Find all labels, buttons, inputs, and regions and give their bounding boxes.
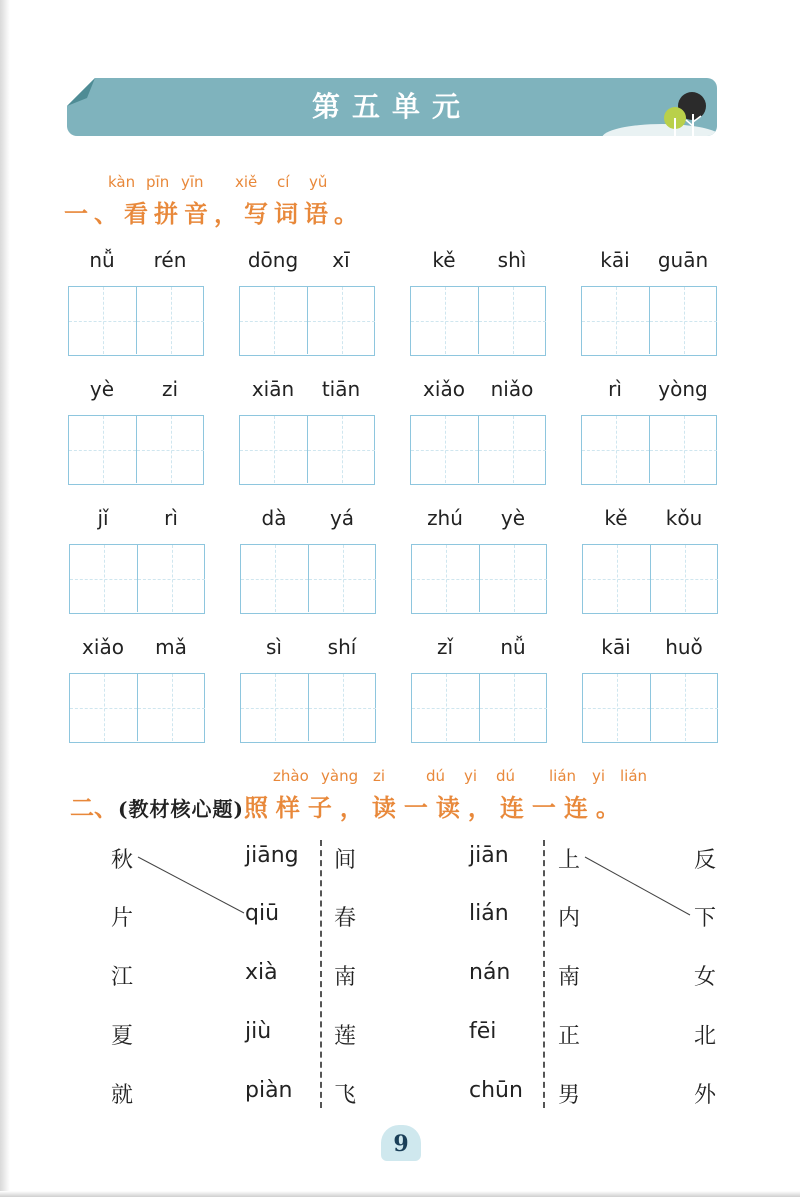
section2-number: 二、 xyxy=(70,793,118,822)
tianzi-cell[interactable] xyxy=(241,674,309,741)
example-link-qiu xyxy=(138,857,244,913)
match-item-group3-left[interactable]: 正 xyxy=(558,1024,581,1049)
word-writing-grid xyxy=(240,635,377,745)
tianzi-box[interactable] xyxy=(239,286,375,356)
tianzi-cell[interactable] xyxy=(69,287,137,354)
word-writing-grid xyxy=(69,635,206,745)
section2-ruby-syllable: yàng xyxy=(321,767,359,785)
pinyin-label: zi xyxy=(161,377,179,401)
tianzi-box[interactable] xyxy=(410,286,546,356)
tianzi-box[interactable] xyxy=(581,415,717,485)
pinyin-label: kě xyxy=(604,506,628,530)
match-item-group1-right[interactable]: piàn xyxy=(245,1078,293,1103)
section1-ruby-syllable: yīn xyxy=(181,173,204,191)
pinyin-label: niǎo xyxy=(490,377,534,401)
tianzi-cell[interactable] xyxy=(651,674,718,741)
pinyin-label: kǒu xyxy=(665,506,703,530)
pinyin-label: nǚ xyxy=(500,635,526,659)
match-item-group2-right[interactable]: fēi xyxy=(469,1019,497,1044)
tianzi-box[interactable] xyxy=(411,544,547,614)
match-item-group3-right[interactable]: 外 xyxy=(694,1083,717,1108)
match-item-group3-right[interactable]: 北 xyxy=(694,1024,717,1049)
pinyin-label: guān xyxy=(657,248,709,272)
pinyin-label: kāi xyxy=(600,248,630,272)
match-item-group3-left[interactable]: 南 xyxy=(558,965,581,990)
tianzi-cell[interactable] xyxy=(412,674,480,741)
tianzi-cell[interactable] xyxy=(650,287,717,354)
match-item-group1-right[interactable]: jiù xyxy=(245,1019,272,1044)
pinyin-label: sì xyxy=(266,635,282,659)
tianzi-cell[interactable] xyxy=(240,416,308,483)
tianzi-box[interactable] xyxy=(240,544,376,614)
tianzi-cell[interactable] xyxy=(479,416,546,483)
pinyin-label: shì xyxy=(497,248,527,272)
match-item-group2-left[interactable]: 春 xyxy=(334,906,357,931)
section1-ruby-syllable: yǔ xyxy=(309,173,328,191)
section2-ruby-syllable: yi xyxy=(464,767,478,785)
tianzi-box[interactable] xyxy=(410,415,546,485)
tianzi-cell[interactable] xyxy=(240,287,308,354)
pinyin-label: jǐ xyxy=(97,506,109,530)
pinyin-label: dōng xyxy=(247,248,299,272)
section2-tag: (教材核心题) xyxy=(118,797,244,821)
section1-ruby-syllable: cí xyxy=(277,173,290,191)
tianzi-box[interactable] xyxy=(239,415,375,485)
pinyin-label: yè xyxy=(500,506,526,530)
match-item-group3-left[interactable]: 男 xyxy=(558,1083,581,1108)
match-item-group2-right[interactable]: chūn xyxy=(469,1078,523,1103)
section2-ruby-syllable: yi xyxy=(592,767,606,785)
pinyin-label: kě xyxy=(432,248,456,272)
match-item-group1-left[interactable]: 片 xyxy=(111,906,134,931)
tianzi-cell[interactable] xyxy=(582,287,650,354)
section2-title: 照样子，读一读，连一连。 xyxy=(243,793,628,822)
tianzi-cell[interactable] xyxy=(583,674,651,741)
section1-ruby-syllable: kàn xyxy=(108,173,136,191)
word-writing-grid xyxy=(239,377,376,487)
tianzi-cell[interactable] xyxy=(69,416,137,483)
pinyin-label: zhú xyxy=(427,506,463,530)
page-number: 9 xyxy=(381,1125,421,1161)
word-writing-grid xyxy=(582,635,719,745)
match-item-group2-left[interactable]: 莲 xyxy=(334,1024,357,1049)
tianzi-cell[interactable] xyxy=(241,545,309,612)
match-item-group2-right[interactable]: lián xyxy=(469,901,509,926)
match-item-group3-right[interactable]: 下 xyxy=(694,906,717,931)
pinyin-label: yá xyxy=(329,506,355,530)
pinyin-label: xiǎo xyxy=(423,377,465,401)
pinyin-label: rén xyxy=(153,248,187,272)
word-writing-grid xyxy=(411,635,548,745)
pinyin-label: mǎ xyxy=(155,635,187,659)
tianzi-cell[interactable] xyxy=(70,674,138,741)
pinyin-label: rì xyxy=(608,377,622,401)
tianzi-cell[interactable] xyxy=(480,674,547,741)
column-divider-2 xyxy=(543,840,545,1108)
pinyin-label: tiān xyxy=(321,377,361,401)
section1-ruby-syllable: pīn xyxy=(146,173,170,191)
word-writing-grid xyxy=(410,377,547,487)
pinyin-label: xiǎo xyxy=(82,635,124,659)
example-link-shang xyxy=(585,857,690,915)
tianzi-cell[interactable] xyxy=(479,287,546,354)
word-writing-grid xyxy=(68,248,205,358)
match-item-group2-right[interactable]: nán xyxy=(469,960,511,985)
tianzi-cell[interactable] xyxy=(138,545,205,612)
match-item-group2-left[interactable]: 南 xyxy=(334,965,357,990)
page-bottom-shadow xyxy=(0,1191,800,1197)
word-writing-grid xyxy=(240,506,377,616)
pinyin-label: kāi xyxy=(601,635,631,659)
unit-title: 第五单元 xyxy=(311,90,472,123)
pinyin-label: yòng xyxy=(658,377,708,401)
page-edge-shadow xyxy=(0,0,10,1197)
pinyin-label: zǐ xyxy=(436,635,454,659)
tianzi-cell[interactable] xyxy=(138,674,205,741)
word-writing-grid xyxy=(411,506,548,616)
word-writing-grid xyxy=(68,377,205,487)
section2-ruby-syllable: dú xyxy=(426,767,446,785)
tianzi-cell[interactable] xyxy=(582,416,650,483)
tianzi-cell[interactable] xyxy=(137,287,204,354)
pinyin-label: dà xyxy=(261,506,287,530)
tianzi-cell[interactable] xyxy=(651,545,718,612)
section2-ruby-syllable: dú xyxy=(496,767,516,785)
word-writing-grid xyxy=(581,248,718,358)
tianzi-cell[interactable] xyxy=(583,545,651,612)
section2-ruby-syllable: lián xyxy=(620,767,648,785)
tianzi-cell[interactable] xyxy=(412,545,480,612)
tianzi-box[interactable] xyxy=(582,673,718,743)
unit-banner xyxy=(67,78,717,136)
word-writing-grid xyxy=(69,506,206,616)
pinyin-label: yè xyxy=(89,377,115,401)
tianzi-cell[interactable] xyxy=(309,545,376,612)
match-item-group1-left[interactable]: 就 xyxy=(111,1083,134,1108)
pinyin-label: huǒ xyxy=(665,635,703,659)
pinyin-label: nǚ xyxy=(89,248,115,272)
tianzi-cell[interactable] xyxy=(308,287,375,354)
section2-title-line xyxy=(70,788,628,823)
word-writing-grid xyxy=(239,248,376,358)
tianzi-cell[interactable] xyxy=(309,674,376,741)
banner-fold-corner xyxy=(67,78,95,106)
tianzi-box[interactable] xyxy=(581,286,717,356)
tianzi-cell[interactable] xyxy=(411,287,479,354)
match-item-group1-left[interactable]: 夏 xyxy=(111,1024,134,1049)
match-item-group3-right[interactable]: 反 xyxy=(694,848,717,873)
tianzi-box[interactable] xyxy=(68,286,204,356)
tianzi-box[interactable] xyxy=(411,673,547,743)
match-item-group2-left[interactable]: 间 xyxy=(334,848,357,873)
match-item-group3-left[interactable]: 上 xyxy=(558,848,581,873)
tianzi-cell[interactable] xyxy=(137,416,204,483)
tianzi-cell[interactable] xyxy=(70,545,138,612)
pinyin-label: shí xyxy=(327,635,357,659)
tianzi-box[interactable] xyxy=(240,673,376,743)
word-writing-grid xyxy=(410,248,547,358)
tianzi-cell[interactable] xyxy=(308,416,375,483)
tianzi-box[interactable] xyxy=(69,673,205,743)
section2-ruby-syllable: zhào xyxy=(273,767,309,785)
pinyin-label: xiān xyxy=(251,377,295,401)
pinyin-label: rì xyxy=(164,506,178,530)
match-item-group1-left[interactable]: 江 xyxy=(111,965,134,990)
match-item-group3-right[interactable]: 女 xyxy=(694,965,717,990)
section1-ruby-syllable: xiě xyxy=(235,173,258,191)
section2-ruby-syllable: lián xyxy=(549,767,577,785)
tianzi-box[interactable] xyxy=(69,544,205,614)
match-item-group1-right[interactable]: jiāng xyxy=(245,843,299,868)
word-writing-grid xyxy=(581,377,718,487)
tianzi-box[interactable] xyxy=(68,415,204,485)
match-item-group3-left[interactable]: 内 xyxy=(558,906,581,931)
match-item-group2-left[interactable]: 飞 xyxy=(334,1083,357,1108)
match-item-group2-right[interactable]: jiān xyxy=(469,843,509,868)
tianzi-cell[interactable] xyxy=(480,545,547,612)
tianzi-box[interactable] xyxy=(582,544,718,614)
column-divider-1 xyxy=(320,840,322,1108)
tianzi-cell[interactable] xyxy=(411,416,479,483)
match-item-group1-right[interactable]: qiū xyxy=(245,901,280,926)
section2-ruby-syllable: zi xyxy=(373,767,386,785)
tianzi-cell[interactable] xyxy=(650,416,717,483)
section1-title: 一、看拼音，写词语。 xyxy=(64,199,364,228)
word-writing-grid xyxy=(582,506,719,616)
pinyin-label: xī xyxy=(332,248,350,272)
match-item-group1-right[interactable]: xià xyxy=(245,960,278,985)
match-item-group1-left[interactable]: 秋 xyxy=(111,848,134,873)
